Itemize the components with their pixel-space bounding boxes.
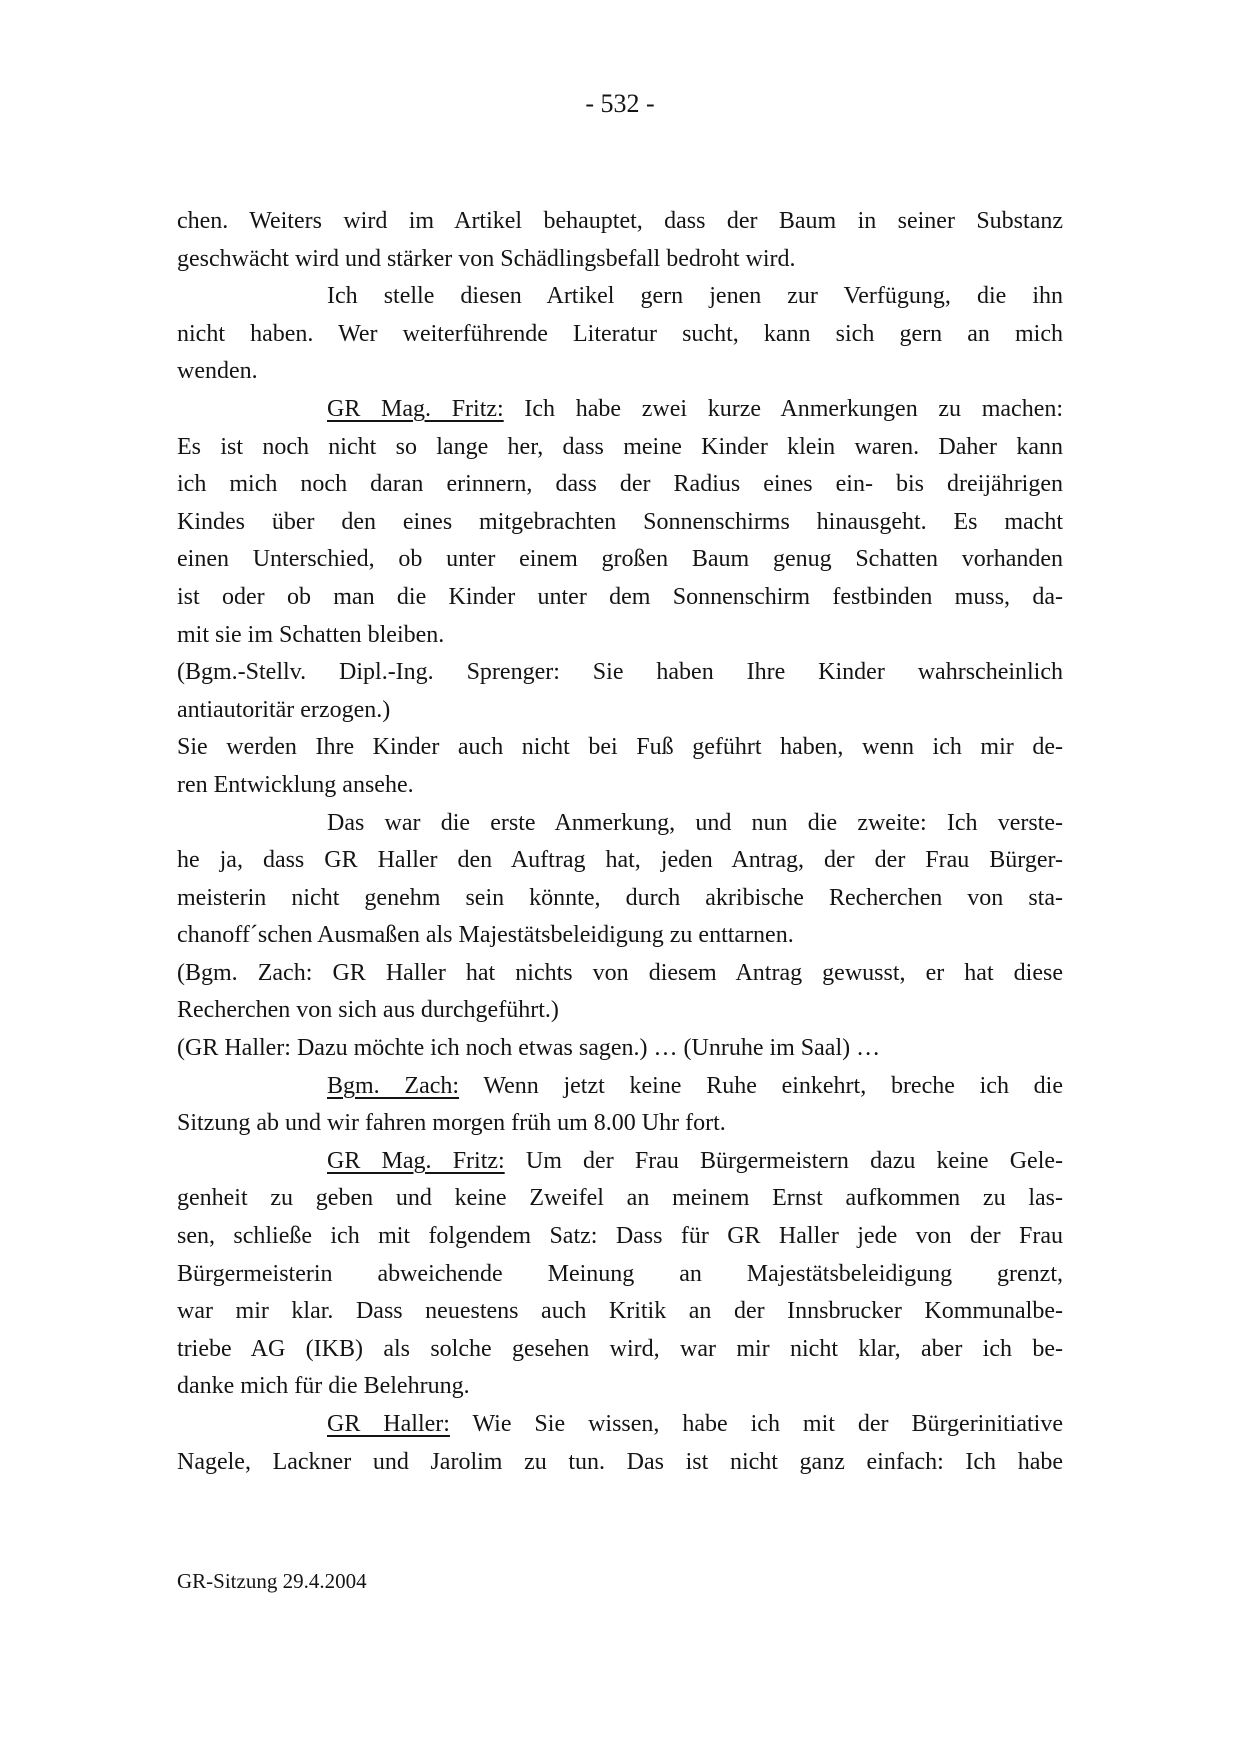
page-footer: GR-Sitzung 29.4.2004 [177, 1569, 367, 1593]
text-segment: (GR Haller: Dazu möchte ich noch etwas sagen.) … (Unruhe im Saal) … [177, 1035, 881, 1062]
text-line [177, 1218, 1063, 1256]
text-line [177, 466, 1063, 504]
text-line [177, 1293, 1063, 1331]
text-line [177, 241, 1063, 279]
text-segment: geschwächt wird und stärker von Schädlingsbefall bedroht wird. [177, 245, 796, 272]
text-segment: he ja, dass GR Haller den Auftrag hat, jeden Antrag, der der Frau Bürger- [177, 847, 1063, 874]
text-line [177, 805, 1063, 843]
text-segment: chen. Weiters wird im Artikel behauptet, dass der Baum in seiner Substanz [177, 208, 1063, 234]
text-segment: Wenn jetzt keine Ruhe einkehrt, breche ich die [459, 1072, 1063, 1099]
text-line [177, 278, 1063, 316]
text-line [177, 955, 1063, 993]
text-line [177, 729, 1063, 767]
text-line [177, 880, 1063, 918]
text-segment: war mir klar. Dass neuestens auch Kritik an der Innsbrucker Kommunalbe- [177, 1298, 1063, 1325]
text-line [177, 1368, 1063, 1406]
text-line [177, 654, 1063, 692]
text-segment: chanoff´schen Ausmaßen als Majestätsbeleidigung zu enttarnen. [177, 922, 794, 949]
text-line [177, 1406, 1063, 1444]
text-segment: Bürgermeisterin abweichende Meinung an Majestätsbeleidigung grenzt, [177, 1260, 1063, 1287]
text-segment: wenden. [177, 358, 258, 385]
text-segment: Nagele, Lackner und Jarolim zu tun. Das ist nicht ganz einfach: Ich habe [177, 1448, 1063, 1475]
text-segment: Sitzung ab und wir fahren morgen früh um 8.00 Uhr fort. [177, 1110, 726, 1137]
text-segment: Es ist noch nicht so lange her, dass meine Kinder klein waren. Daher kann [177, 433, 1063, 460]
text-segment: mit sie im Schatten bleiben. [177, 621, 445, 648]
text-segment: nicht haben. Wer weiterführende Literatur sucht, kann sich gern an mich [177, 320, 1063, 347]
text-line [177, 316, 1063, 354]
document-body [177, 203, 1063, 1481]
text-line [177, 504, 1063, 542]
speaker-name: GR Mag. Fritz: [327, 1147, 505, 1174]
text-segment: triebe AG (IKB) als solche gesehen wird, war mir nicht klar, aber ich be- [177, 1335, 1063, 1362]
text-segment: einen Unterschied, ob unter einem großen Baum genug Schatten vorhanden [177, 546, 1063, 573]
text-line [177, 617, 1063, 655]
text-line [177, 1143, 1063, 1181]
text-line [177, 541, 1063, 579]
text-line [177, 1256, 1063, 1294]
text-segment: ist oder ob man die Kinder unter dem Sonnenschirm festbinden muss, da- [177, 583, 1063, 610]
text-line [177, 391, 1063, 429]
text-line [177, 1180, 1063, 1218]
speaker-name: GR Mag. Fritz: [327, 395, 504, 422]
text-segment: (Bgm.-Stellv. Dipl.-Ing. Sprenger: Sie haben Ihre Kinder wahrscheinlich [177, 659, 1063, 686]
text-line [177, 353, 1063, 391]
text-line [177, 1444, 1063, 1482]
text-line [177, 203, 1063, 241]
text-segment: ren Entwicklung ansehe. [177, 771, 414, 798]
text-line [177, 842, 1063, 880]
text-line [177, 579, 1063, 617]
text-line [177, 1331, 1063, 1369]
text-segment: Sie werden Ihre Kinder auch nicht bei Fuß geführt haben, wenn ich mir de- [177, 734, 1063, 761]
text-line [177, 692, 1063, 730]
text-segment: Kindes über den eines mitgebrachten Sonnenschirms hinausgeht. Es macht [177, 508, 1063, 535]
text-segment: genheit zu geben und keine Zweifel an meinem Ernst aufkommen zu las- [177, 1185, 1063, 1212]
speaker-name: Bgm. Zach: [327, 1072, 460, 1099]
text-segment: antiautoritär erzogen.) [177, 696, 391, 723]
text-segment: Recherchen von sich aus durchgeführt.) [177, 997, 559, 1024]
text-segment: Ich stelle diesen Artikel gern jenen zur Verfügung, die ihn [327, 283, 1063, 310]
text-segment: (Bgm. Zach: GR Haller hat nichts von diesem Antrag gewusst, er hat diese [177, 959, 1063, 986]
page-number: - 532 - [585, 89, 655, 118]
text-line [177, 1068, 1063, 1106]
speaker-name: GR Haller: [327, 1411, 450, 1437]
text-segment: ich mich noch daran erinnern, dass der Radius eines ein- bis dreijährigen [177, 471, 1063, 498]
text-segment: Ich habe zwei kurze Anmerkungen zu machen: [503, 395, 1063, 422]
text-segment: meisterin nicht genehm sein könnte, durch akribische Recherchen von sta- [177, 884, 1063, 911]
text-segment: Das war die erste Anmerkung, und nun die zweite: Ich verste- [327, 809, 1063, 836]
text-segment: Wie Sie wissen, habe ich mit der Bürgerinitiative [449, 1411, 1063, 1437]
text-segment: danke mich für die Belehrung. [177, 1373, 470, 1400]
text-line [177, 992, 1063, 1030]
text-line [177, 1105, 1063, 1143]
text-line [177, 1030, 1063, 1068]
text-segment: sen, schließe ich mit folgendem Satz: Dass für GR Haller jede von der Frau [177, 1223, 1063, 1250]
text-line [177, 429, 1063, 467]
text-line [177, 767, 1063, 805]
text-line [177, 917, 1063, 955]
text-segment: Um der Frau Bürgermeistern dazu keine Gele- [504, 1147, 1063, 1174]
